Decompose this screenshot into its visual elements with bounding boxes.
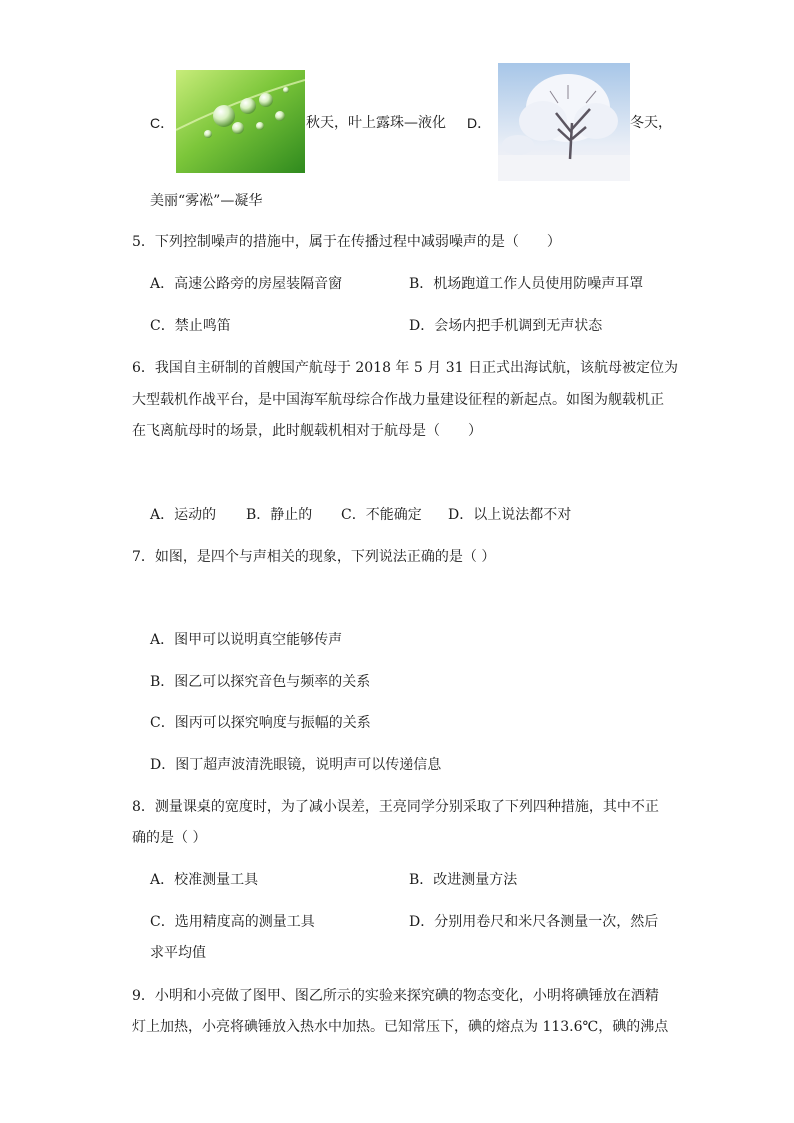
leaf-with-dew-drops-icon bbox=[176, 70, 305, 173]
q7-stem: 7．如图，是四个与声相关的现象，下列说法正确的是（ ） bbox=[132, 549, 496, 565]
q6-option-d: D．以上说法都不对 bbox=[448, 507, 572, 523]
q4-option-d-caption: 冬天， bbox=[630, 115, 672, 131]
q4-option-d-caption-cont: 美丽“雾凇”—凝华 bbox=[150, 193, 263, 209]
q5-option-d: D．会场内把手机调到无声状态 bbox=[409, 318, 603, 334]
q6-option-b: B．静止的 bbox=[246, 507, 313, 523]
q6-stem-line3: 在飞离航母时的场景，此时舰载机相对于航母是（ ） bbox=[132, 423, 482, 439]
frosted-tree-icon bbox=[498, 63, 630, 181]
q5-option-b: B．机场跑道工作人员使用防噪声耳罩 bbox=[409, 276, 644, 292]
q8-option-a: A．校准测量工具 bbox=[150, 872, 259, 888]
q8-option-b: B．改进测量方法 bbox=[409, 872, 518, 888]
q9-stem-line2: 灯上加热，小亮将碘锤放入热水中加热。已知常压下，碘的熔点为 113.6℃，碘的沸点 bbox=[132, 1019, 669, 1035]
frosted-tree-image bbox=[498, 63, 630, 181]
q4-option-c-label: C． bbox=[150, 115, 175, 131]
q9-stem-line1: 9．小明和小亮做了图甲、图乙所示的实验来探究碘的物态变化，小明将碘锤放在酒精 bbox=[132, 988, 659, 1004]
q6-stem-line2: 大型载机作战平台，是中国海军航母综合作战力量建设征程的新起点。如图为舰载机正 bbox=[132, 392, 664, 408]
q5-option-c: C．禁止鸣笛 bbox=[150, 318, 231, 334]
q5-option-a: A．高速公路旁的房屋装隔音窗 bbox=[150, 276, 343, 292]
q7-option-b: B．图乙可以探究音色与频率的关系 bbox=[150, 674, 371, 690]
q6-stem-line1: 6．我国自主研制的首艘国产航母于 2018 年 5 月 31 日正式出海试航，该航母被定位为 bbox=[132, 360, 678, 376]
q5-stem: 5．下列控制噪声的措施中，属于在传播过程中减弱噪声的是（ ） bbox=[132, 234, 561, 250]
leaf-dew-image bbox=[176, 70, 305, 173]
q7-option-a: A．图甲可以说明真空能够传声 bbox=[150, 632, 343, 648]
q8-option-d-cont: 求平均值 bbox=[150, 945, 206, 961]
q6-option-a: A．运动的 bbox=[150, 507, 217, 523]
q4-option-d-label: D． bbox=[467, 115, 492, 131]
q8-stem-line1: 8．测量课桌的宽度时，为了减小误差，王亮同学分别采取了下列四种措施，其中不正 bbox=[132, 799, 659, 815]
q8-option-c: C．选用精度高的测量工具 bbox=[150, 914, 315, 930]
q7-option-d: D．图丁超声波清洗眼镜，说明声可以传递信息 bbox=[150, 757, 442, 773]
q4-option-c-caption: 秋天，叶上露珠—液化 bbox=[306, 115, 446, 131]
q7-option-c: C．图丙可以探究响度与振幅的关系 bbox=[150, 715, 371, 731]
q6-option-c: C．不能确定 bbox=[341, 507, 422, 523]
q8-stem-line2: 确的是（ ） bbox=[132, 830, 207, 846]
q8-option-d: D．分别用卷尺和米尺各测量一次，然后 bbox=[409, 914, 659, 930]
